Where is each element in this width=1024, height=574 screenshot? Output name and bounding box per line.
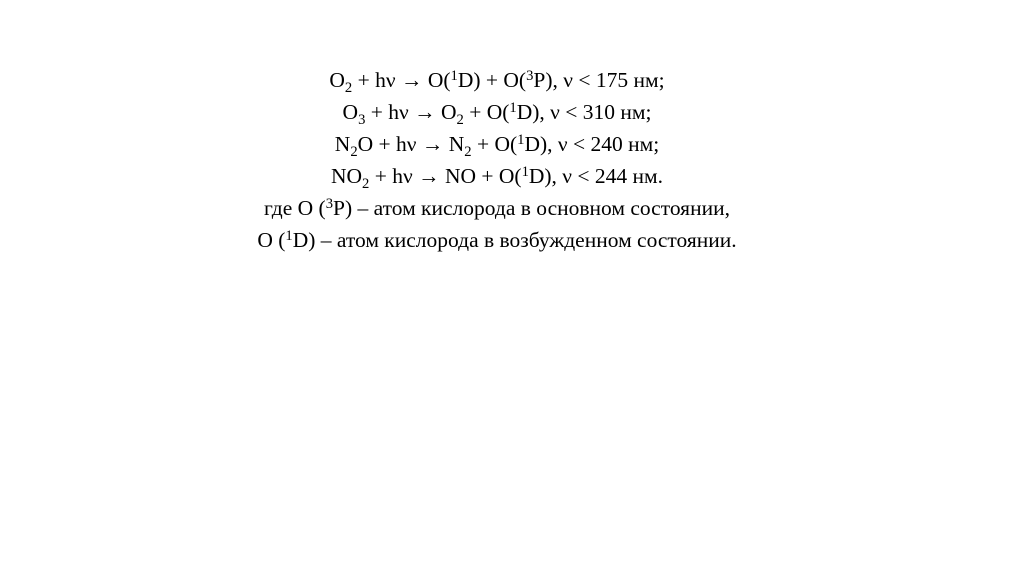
text-segment: + hν → NO + O(: [369, 164, 522, 188]
superscript: 1: [517, 132, 525, 149]
superscript: 3: [526, 68, 534, 85]
equation-o2-photolysis: [0, 64, 994, 96]
subscript: 2: [344, 79, 353, 96]
text-segment: D), ν < 310 нм;: [516, 100, 652, 124]
text-segment: D) + O(: [457, 68, 527, 92]
subscript: 3: [358, 111, 366, 128]
text-segment: + O(: [471, 132, 518, 156]
text-segment: O: [329, 68, 345, 92]
reaction-text-block: [0, 64, 994, 256]
subscript: 2: [350, 143, 358, 160]
text-segment: где O (: [264, 196, 326, 220]
superscript: 1: [521, 164, 529, 181]
equation-n2o-photolysis: [0, 128, 994, 160]
subscript: 2: [464, 143, 472, 160]
superscript: 3: [325, 196, 334, 213]
text-segment: N: [334, 132, 351, 156]
text-segment: D), ν < 244 нм.: [528, 164, 664, 188]
text-segment: O: [342, 100, 359, 124]
text-segment: + hν → O(: [352, 68, 451, 92]
superscript: 1: [509, 100, 517, 117]
subscript: 2: [362, 175, 370, 192]
superscript: 1: [285, 228, 293, 245]
text-segment: D) – атом кислорода в возбужденном состоянии.: [292, 228, 737, 252]
subscript: 2: [456, 111, 464, 128]
text-segment: NO: [330, 164, 363, 188]
text-segment: + hν → O: [365, 100, 457, 124]
text-segment: O (: [257, 228, 286, 252]
equation-no2-photolysis: [0, 160, 994, 192]
text-segment: + O(: [463, 100, 510, 124]
text-segment: D), ν < 240 нм;: [524, 132, 660, 156]
text-segment: P) – атом кислорода в основном состоянии,: [333, 196, 730, 220]
note-excited-state-oxygen: [0, 224, 994, 256]
superscript: 1: [450, 68, 458, 85]
equation-o3-photolysis: [0, 96, 994, 128]
text-segment: O + hν → N: [357, 132, 465, 156]
note-ground-state-oxygen: [0, 192, 994, 224]
text-segment: P), ν < 175 нм;: [533, 68, 665, 92]
